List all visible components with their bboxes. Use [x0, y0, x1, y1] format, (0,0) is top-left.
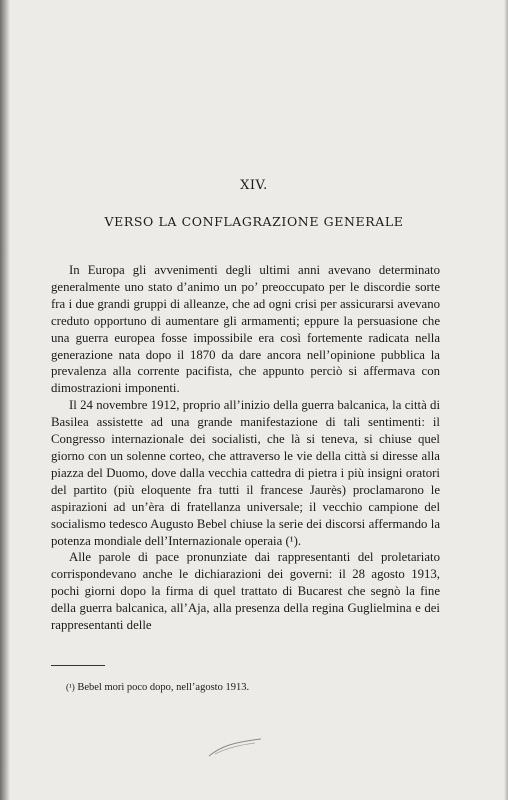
footnote-divider	[51, 665, 105, 666]
paragraph: Il 24 novembre 1912, proprio all’inizio della guerra balcanica, la città di Basilea assistette ad una grande manifestazione di tali sentimenti: il Congresso internazionale dei socialisti, che là si teneva, si chiuse quel giorno con un solenne corteo, che attraverso le vie della città si diresse alla piazza del Duomo, dove dalla vecchia cattedra di pietra i più insigni oratori del partito (più eloquente fra tutti il francese Jaurès) proclamarono le aspirazioni ad un’èra di fratellanza universale; il vecchio campione del socialismo tedesco Augusto Bebel chiuse la serie dei discorsi affermando la potenza mondiale dell’Internazionale operaia (¹).	[51, 398, 440, 548]
chapter-title: VERSO LA CONFLAGRAZIONE GENERALE	[104, 214, 404, 229]
footnote-marker: (¹)	[66, 682, 75, 692]
chapter-body	[51, 262, 440, 634]
paragraph: Alle parole di pace pronunziate dai rappresentanti del proletariato corrispondevano anche le dichiarazioni dei governi: il 28 agosto 1913, pochi giorni dopo la firma di quel trattato di Bucarest che segnò la fine della guerra balcanica, all’Aja, alla presenza della regina Guglielmina e dei rappresentanti delle	[51, 550, 440, 633]
page-edge	[504, 0, 508, 800]
page-binding-shadow	[0, 0, 10, 800]
paragraph: In Europa gli avvenimenti degli ultimi anni avevano determinato generalmente uno stato d’animo un po’ preoccupato per le discordie sorte fra i due grandi gruppi di alleanze, che ad ogni crisi per assicurarsi avevano creduto opportuno di aumentare gli armamenti; eppure la persuasione che una guerra europea fosse impossibile era così fortemente radicata nella generazione nata dopo il 1870 da dare ancora nell’opinione pubblica la prevalenza alla corrente pacifista, che appunto perciò si affermava con dimostrazioni imponenti.	[51, 263, 440, 396]
footnote-text: Bebel morì poco dopo, nell’agosto 1913.	[77, 682, 250, 693]
footnote	[66, 682, 249, 693]
pencil-mark	[205, 736, 265, 760]
chapter-number: XIV.	[240, 178, 268, 193]
